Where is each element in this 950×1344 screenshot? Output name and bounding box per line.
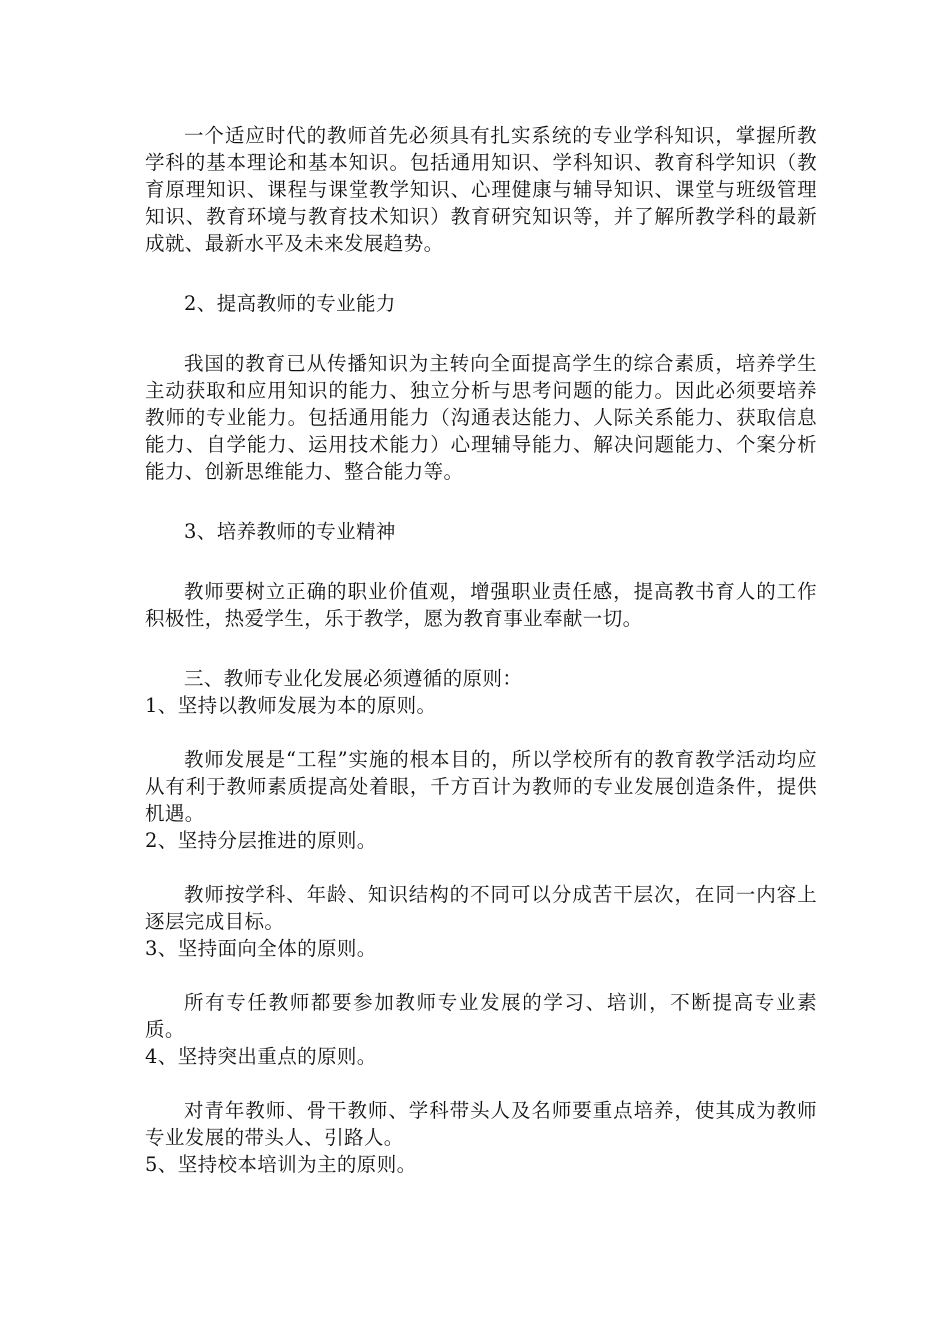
principle-item-5: 5、坚持校本培训为主的原则。: [145, 1153, 417, 1176]
paragraph-principle-2: 教师按学科、年龄、知识结构的不同可以分成苦干层次，在同一内容上逐层完成目标。: [145, 883, 817, 933]
principle-item-3: 3、坚持面向全体的原则。: [145, 937, 377, 960]
paragraph-spirit: 教师要树立正确的职业价值观，增强职业责任感，提高教书育人的工作积极性，热爱学生，乐于教学，愿为教育事业奉献一切。: [145, 580, 817, 630]
paragraph-knowledge: 一个适应时代的教师首先必须具有扎实系统的专业学科知识，掌握所教学科的基本理论和基本知识。包括通用知识、学科知识、教育科学知识（教育原理知识、课程与课堂教学知识、心理健康与辅导知识、课堂与班级管理知识、教育环境与教育技术知识）教育研究知识等，并了解所教学科的最新成就、最新水平及未来发展趋势。: [145, 124, 817, 255]
heading-professional-ability: 2、提高教师的专业能力: [184, 292, 396, 315]
paragraph-ability: 我国的教育已从传播知识为主转向全面提高学生的综合素质，培养学生主动获取和应用知识的能力、独立分析与思考问题的能力。因此必须要培养教师的专业能力。包括通用能力（沟通表达能力、人际关系能力、获取信息能力、自学能力、运用技术能力）心理辅导能力、解决问题能力、个案分析能力、创新思维能力、整合能力等。: [145, 352, 817, 483]
heading-principles: 三、教师专业化发展必须遵循的原则：: [184, 667, 523, 690]
principle-item-2: 2、坚持分层推进的原则。: [145, 829, 377, 852]
paragraph-principle-4: 对青年教师、骨干教师、学科带头人及名师要重点培养，使其成为教师专业发展的带头人、引路人。: [145, 1099, 817, 1149]
heading-professional-spirit: 3、培养教师的专业精神: [184, 520, 396, 543]
document-body: [145, 122, 817, 1178]
principle-item-4: 4、坚持突出重点的原则。: [145, 1045, 377, 1068]
paragraph-principle-3: 所有专任教师都要参加教师专业发展的学习、培训，不断提高专业素质。: [145, 991, 817, 1041]
principle-item-1: 1、坚持以教师发展为本的原则。: [145, 694, 437, 717]
paragraph-principle-1: 教师发展是“工程”实施的根本目的，所以学校所有的教育教学活动均应从有利于教师素质提高处着眼，千方百计为教师的专业发展创造条件，提供机遇。: [145, 748, 817, 825]
